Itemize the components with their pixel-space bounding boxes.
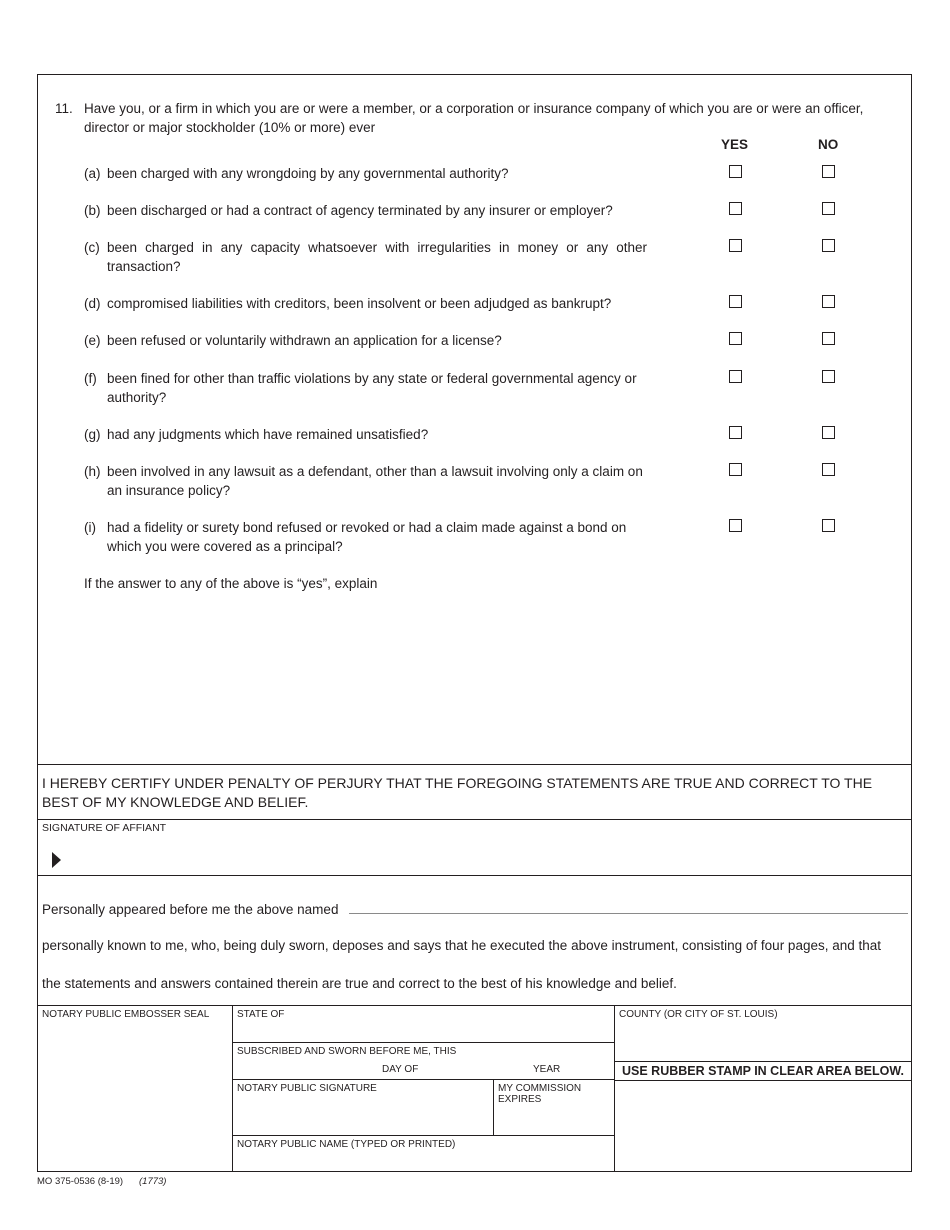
item-c-yes-checkbox[interactable] bbox=[729, 239, 742, 252]
item-text-a: been charged with any wrongdoing by any governmental authority? bbox=[107, 166, 509, 181]
item-letter-g: (g) bbox=[84, 427, 101, 442]
notary-signature-label: NOTARY PUBLIC SIGNATURE bbox=[237, 1083, 377, 1094]
item-text-i: had a fidelity or surety bond refused or revoked or had a claim made against a bond on which you were covered as a principal? bbox=[107, 520, 627, 554]
item-letter-f: (f) bbox=[84, 371, 97, 386]
divider bbox=[232, 1135, 614, 1136]
item-a-no-checkbox[interactable] bbox=[822, 165, 835, 178]
notary-line-1: Personally appeared before me the above named bbox=[42, 902, 339, 917]
appeared-name-field[interactable] bbox=[349, 896, 908, 912]
state-field[interactable] bbox=[234, 1021, 612, 1041]
item-text-f: been fined for other than traffic violations by any state or federal governmental agency or authority? bbox=[107, 371, 637, 405]
appeared-name-line bbox=[349, 913, 908, 914]
item-text-d: compromised liabilities with creditors, been insolvent or been adjudged as bankrupt? bbox=[107, 296, 612, 311]
item-text-c: been charged in any capacity whatsoever with irregularities in money or any other transaction? bbox=[107, 240, 647, 274]
right-triangle-icon bbox=[52, 852, 61, 868]
item-text-e: been refused or voluntarily withdrawn an application for a license? bbox=[107, 333, 502, 348]
item-d-no-checkbox[interactable] bbox=[822, 295, 835, 308]
form-number: MO 375-0536 (8-19) bbox=[37, 1176, 124, 1187]
divider bbox=[614, 1080, 912, 1081]
item-text-b: been discharged or had a contract of agency terminated by any insurer or employer? bbox=[107, 203, 613, 218]
subscribed-label: SUBSCRIBED AND SWORN BEFORE ME, THIS bbox=[237, 1046, 457, 1057]
form-code: (1773) bbox=[139, 1176, 167, 1187]
commission-expires-field[interactable] bbox=[495, 1108, 612, 1132]
item-g-no-checkbox[interactable] bbox=[822, 426, 835, 439]
question-number: 11. bbox=[55, 101, 73, 116]
yes-column-header: YES bbox=[721, 137, 749, 152]
divider bbox=[614, 1061, 912, 1062]
signature-affiant-label: SIGNATURE OF AFFIANT bbox=[42, 822, 167, 834]
notary-line-3: the statements and answers contained therein are true and correct to the best of his knowledge and belief. bbox=[42, 976, 677, 991]
notary-line-2: personally known to me, who, being duly sworn, deposes and says that he executed the above instrument, consisting of four pages, and that bbox=[42, 938, 882, 953]
explain-field[interactable] bbox=[84, 596, 899, 756]
explain-label: If the answer to any of the above is “yes”, explain bbox=[84, 576, 378, 591]
notary-name-field[interactable] bbox=[234, 1151, 612, 1170]
day-of-label: DAY OF bbox=[382, 1064, 419, 1075]
question-intro: Have you, or a firm in which you are or were a member, or a corporation or insurance company of which you are or were an officer, director or major stockholder (10% or more) ever bbox=[84, 101, 864, 135]
item-f-no-checkbox[interactable] bbox=[822, 370, 835, 383]
item-a-yes-checkbox[interactable] bbox=[729, 165, 742, 178]
item-h-yes-checkbox[interactable] bbox=[729, 463, 742, 476]
certification-statement: I HEREBY CERTIFY UNDER PENALTY OF PERJURY THAT THE FOREGOING STATEMENTS ARE TRUE AND CORRECT TO THE BEST OF MY KNOWLEDGE AND BELIEF. bbox=[42, 775, 873, 810]
item-letter-e: (e) bbox=[84, 333, 101, 348]
divider bbox=[232, 1042, 614, 1043]
divider bbox=[232, 1079, 614, 1080]
item-text-g: had any judgments which have remained unsatisfied? bbox=[107, 427, 429, 442]
item-letter-b: (b) bbox=[84, 203, 101, 218]
item-letter-h: (h) bbox=[84, 464, 101, 479]
item-g-yes-checkbox[interactable] bbox=[729, 426, 742, 439]
signature-affiant-field[interactable] bbox=[70, 840, 908, 872]
commission-expires-label: MY COMMISSION EXPIRES bbox=[498, 1083, 582, 1105]
item-letter-c: (c) bbox=[84, 240, 100, 255]
item-b-yes-checkbox[interactable] bbox=[729, 202, 742, 215]
year-label: YEAR bbox=[533, 1064, 561, 1075]
divider bbox=[37, 764, 912, 765]
item-f-yes-checkbox[interactable] bbox=[729, 370, 742, 383]
divider bbox=[37, 819, 912, 820]
item-i-no-checkbox[interactable] bbox=[822, 519, 835, 532]
county-label: COUNTY (OR CITY OF ST. LOUIS) bbox=[619, 1009, 778, 1020]
item-c-no-checkbox[interactable] bbox=[822, 239, 835, 252]
county-field[interactable] bbox=[616, 1021, 910, 1059]
item-i-yes-checkbox[interactable] bbox=[729, 519, 742, 532]
stamp-instruction: USE RUBBER STAMP IN CLEAR AREA BELOW. bbox=[622, 1064, 904, 1078]
state-label: STATE OF bbox=[237, 1009, 285, 1020]
notary-name-label: NOTARY PUBLIC NAME (TYPED OR PRINTED) bbox=[237, 1139, 456, 1150]
item-e-yes-checkbox[interactable] bbox=[729, 332, 742, 345]
notary-signature-field[interactable] bbox=[234, 1096, 491, 1132]
item-letter-a: (a) bbox=[84, 166, 101, 181]
divider bbox=[614, 1005, 615, 1172]
item-h-no-checkbox[interactable] bbox=[822, 463, 835, 476]
item-d-yes-checkbox[interactable] bbox=[729, 295, 742, 308]
item-text-h: been involved in any lawsuit as a defendant, other than a lawsuit involving only a claim on an insurance policy? bbox=[107, 464, 643, 498]
divider bbox=[37, 1005, 912, 1006]
item-letter-i: (i) bbox=[84, 520, 96, 535]
seal-label: NOTARY PUBLIC EMBOSSER SEAL bbox=[42, 1009, 210, 1020]
no-column-header: NO bbox=[818, 137, 839, 152]
item-letter-d: (d) bbox=[84, 296, 101, 311]
divider bbox=[232, 1005, 233, 1172]
item-e-no-checkbox[interactable] bbox=[822, 332, 835, 345]
divider bbox=[37, 875, 912, 876]
divider bbox=[493, 1079, 494, 1135]
item-b-no-checkbox[interactable] bbox=[822, 202, 835, 215]
